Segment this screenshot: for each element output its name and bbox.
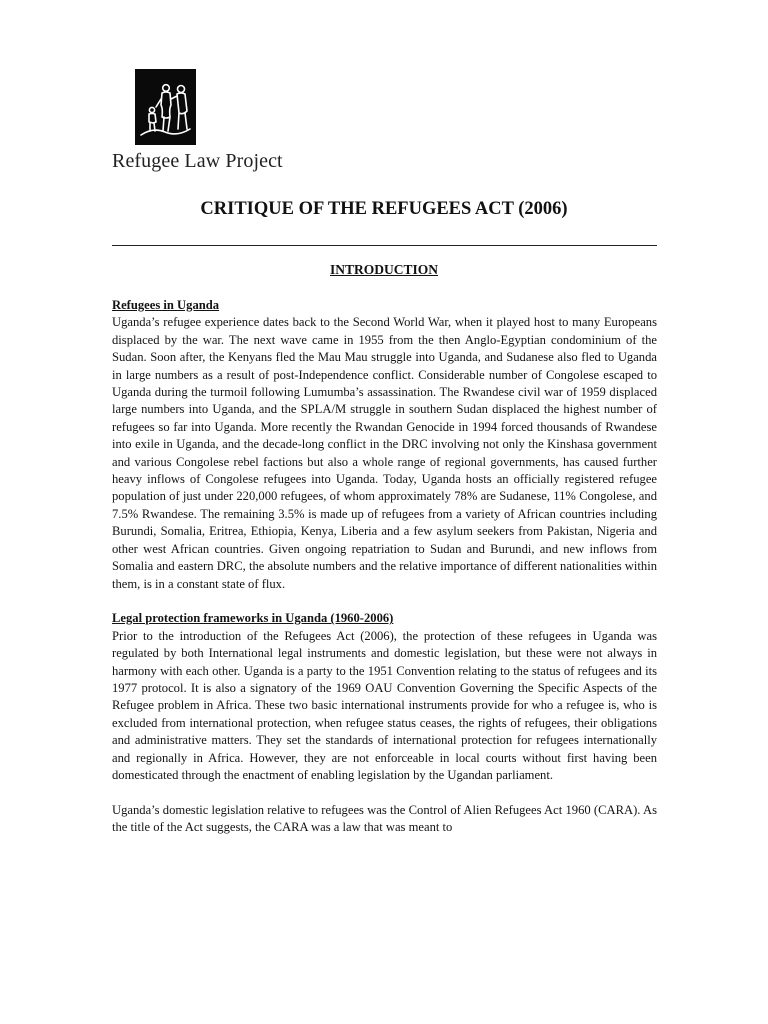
family-figures-icon (135, 69, 196, 145)
document-title: CRITIQUE OF THE REFUGEES ACT (2006) (200, 199, 568, 219)
organization-name: Refugee Law Project (112, 150, 283, 172)
body-paragraph: Uganda’s domestic legislation relative to refugees was the Control of Alien Refugees Act 1960 (CARA). As the title of the Act suggests, the CARA was a law that was meant to (112, 802, 657, 835)
paragraph-spacer (112, 593, 657, 610)
paragraph-spacer (112, 784, 657, 801)
introduction-heading: INTRODUCTION (329, 262, 438, 277)
title-divider (112, 245, 657, 246)
section-heading: Refugees in Uganda (112, 298, 220, 312)
section-heading: Legal protection frameworks in Uganda (1960-2006) (112, 611, 394, 626)
body-paragraph: Prior to the introduction of the Refugees Act (2006), the protection of these refugees in Uganda was regulated by both International legal instruments and domestic legislation, but these were not always in harmony with each other. Uganda is a party to the 1951 Convention relating to the status of refugees and its 1977 protocol. It is also a signatory of the 1969 OAU Convention Governing the Specific Aspects of the Refugee problem in Africa. These two basic international instruments provide for who a refugee is, who is excluded from international protection, when refugee status ceases, the rights of refugees, their obligations and administrative matters. They set the standards of international protection for refugees internationally and regionally in Africa. However, they are not enforceable in local courts without first having been domesticated through the enactment of enabling legislation by the Ugandan parliament. (112, 628, 657, 782)
body-paragraph: Uganda’s refugee experience dates back to the Second World War, when it played host to many Europeans displaced by the war. The next wave came in 1955 from the then Anglo-Egyptian condominium of the Sudan. Soon after, the Kenyans fled the Mau Mau struggle into Uganda, and Sudanese also fled to Uganda in large numbers as a result of post-Independence conflict. Considerable number of Congolese escaped to Uganda during the turmoil following Lumumba’s assassination. The Rwandese civil war of 1959 displaced large numbers into Uganda, and the SPLA/M struggle in southern Sudan displaced the highest number of refugees so far into Uganda. More recently the Rwandan Genocide in 1994 forced thousands of Rwandese into exile in Uganda, and the decade-long conflict in the DRC involving not only the Kinshasa government and various Congolese rebel factions but also a whole range of regional governments, has caused further heavy inflows of Congolese refugees into Uganda. Today, Uganda hosts an officially registered refugee population of just under 220,000 refugees, of whom approximately 78% are Sudanese, 11% Congolese, and 7.5% Rwandese. The remaining 3.5% is made up of refugees from a variety of African countries including Burundi, Somalia, Eritrea, Ethiopia, Kenya, Liberia and a few asylum seekers from Pakistan, Nigeria and other west African countries. Given ongoing repatriation to Sudan and Burundi, and new inflows from Somalia and eastern DRC, the absolute numbers and the relative importance of different nationalities within them, is in a constant state of flux. (112, 315, 657, 591)
refugee-law-project-logo (135, 69, 196, 145)
document-body (112, 297, 657, 837)
